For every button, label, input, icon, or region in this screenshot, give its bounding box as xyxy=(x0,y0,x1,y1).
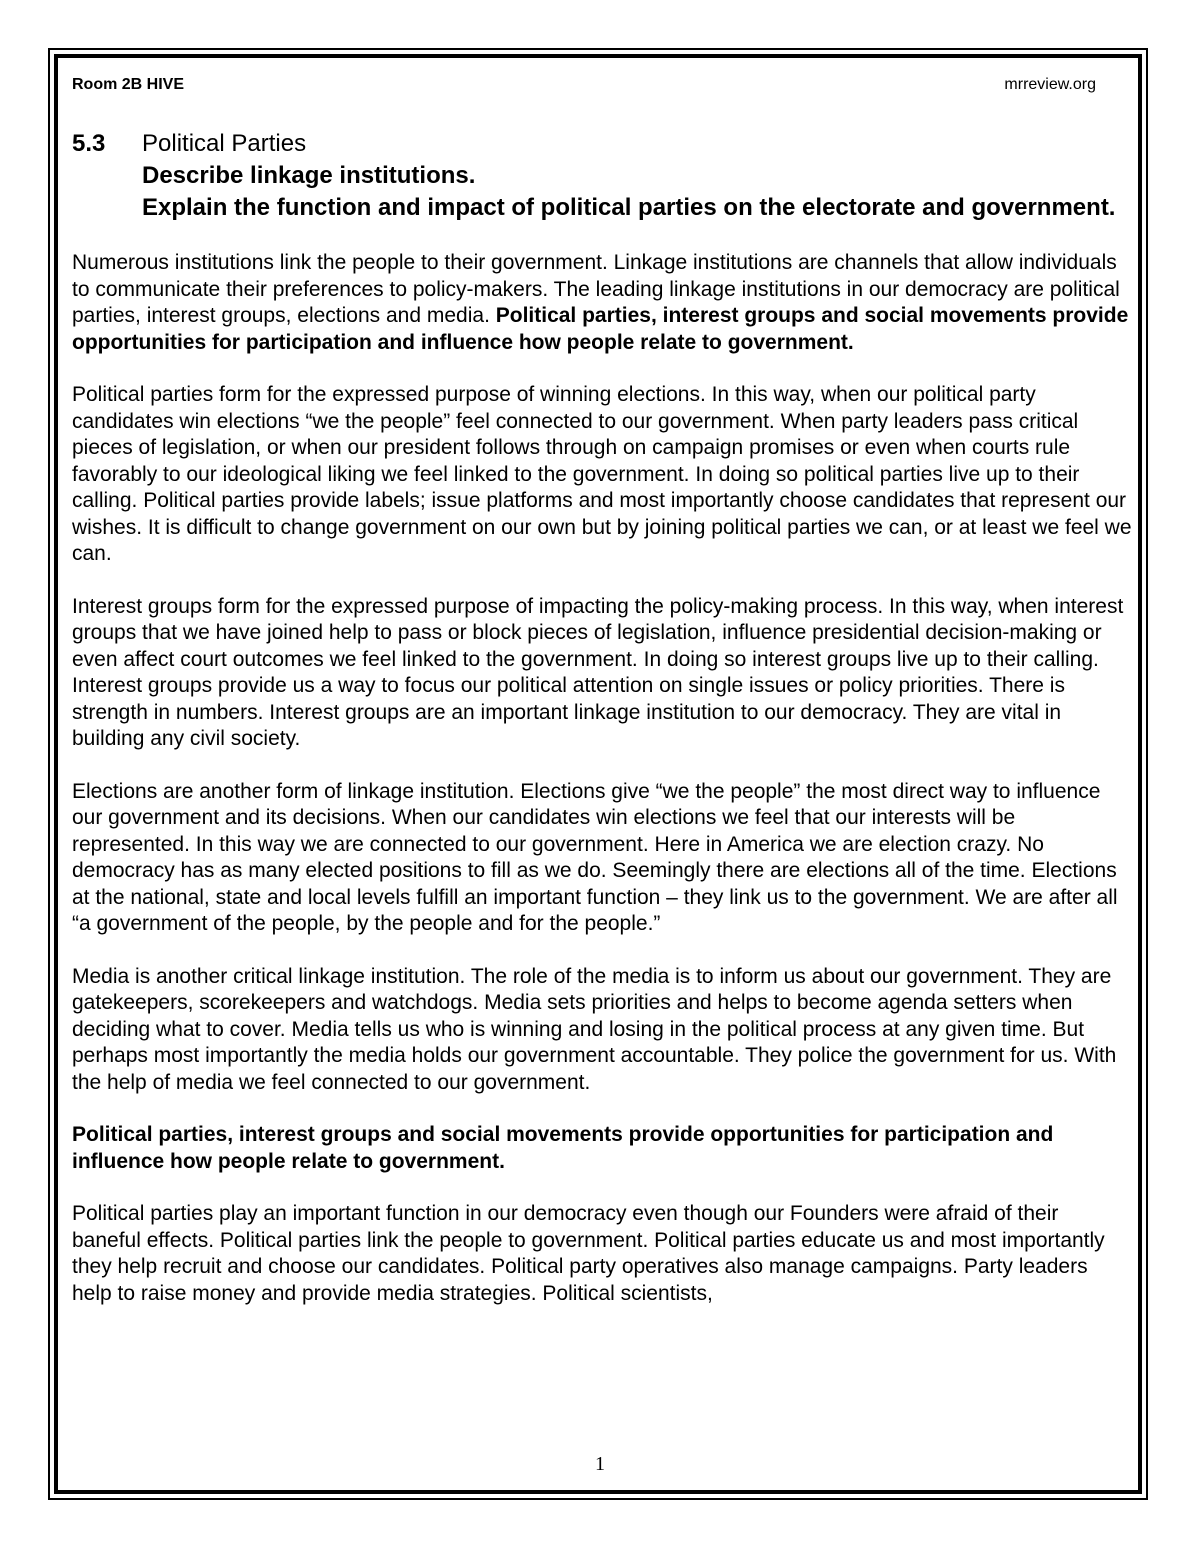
paragraph-key-concept: Political parties, interest groups and social movements provide opportunities for participation and influence how people relate to government. xyxy=(72,1123,1054,1173)
page-header xyxy=(72,72,1096,100)
section-title-block xyxy=(72,128,1132,224)
learning-objective-2: Explain the function and impact of political parties on the electorate and government. xyxy=(142,194,1116,221)
paragraph-party-function: Political parties play an important function in our democracy even though our Founders were afraid of their baneful effects. Political parties link the people to government. Political parties educate us and most importantly they help recruit and choose our candidates. Political party operatives also manage campaigns. Party leaders help to raise money and provide media strategies. Political scientists, xyxy=(72,1202,1105,1305)
learning-objective-1: Describe linkage institutions. xyxy=(142,162,476,189)
page-number: 1 xyxy=(595,1453,605,1475)
section-title-lines xyxy=(142,128,1132,224)
header-website: mrreview.org xyxy=(1004,76,1096,93)
paragraph-media: Media is another critical linkage institution. The role of the media is to inform us about our government. They are gatekeepers, scorekeepers and watchdogs. Media sets priorities and helps to become agenda setters when deciding what to cover. Media tells us who is winning and losing in the political process at any given time. But perhaps most importantly the media holds our government accountable. They police the government for us. With the help of media we feel connected to our government. xyxy=(72,964,1117,1094)
paragraph-linkage-intro-bold: Political parties, interest groups and social movements provide opportunities for participation and influence how people relate to government. xyxy=(72,304,1129,354)
section-heading: Political Parties xyxy=(142,130,307,157)
paragraph-linkage-intro-text: Numerous institutions link the people to their government. Linkage institutions are channels that allow individuals to communicate their preferences to policy-makers. The leading linkage institutions in our democracy are political parties, interest groups, elections and media. xyxy=(72,251,1120,327)
document-content xyxy=(72,72,1132,1307)
paragraph-interest-groups: Interest groups form for the expressed purpose of impacting the policy-making process. In this way, when interest groups that we have joined help to pass or block pieces of legislation, influence presidential decision-making or even affect court outcomes we feel linked to the government. In doing so interest groups live up to their calling. Interest groups provide us a way to focus our political attention on single issues or policy priorities. There is strength in numbers. Interest groups are an important linkage institution to our democracy. They are vital in building any civil society. xyxy=(72,594,1124,750)
paragraph-linkage-intro xyxy=(72,250,1132,356)
header-room-label: Room 2B HIVE xyxy=(72,76,185,93)
paragraph-elections: Elections are another form of linkage institution. Elections give “we the people” the most direct way to influence our government and its decisions. When our candidates win elections we feel that our interests will be represented. In this way we are connected to our government. Here in America we are election crazy. No democracy has as many elected positions to fill as we do. Seemingly there are elections all of the time. Elections at the national, state and local levels fulfill an important function – they link us to the government. We are after all “a government of the people, by the people and for the people.” xyxy=(72,779,1118,935)
section-number: 5.3 xyxy=(72,130,106,157)
paragraph-political-parties: Political parties form for the expressed purpose of winning elections. In this way, when our political party candidates win elections “we the people” feel connected to our government. When party leaders pass critical pieces of legislation, or when our president follows through on campaign promises or even when courts rule favorably to our ideological liking we feel linked to the government. In doing so political parties live up to their calling. Political parties provide labels; issue platforms and most importantly choose candidates that represent our wishes. It is difficult to change government on our own but by joining political parties we can, or at least we feel we can. xyxy=(72,383,1132,565)
